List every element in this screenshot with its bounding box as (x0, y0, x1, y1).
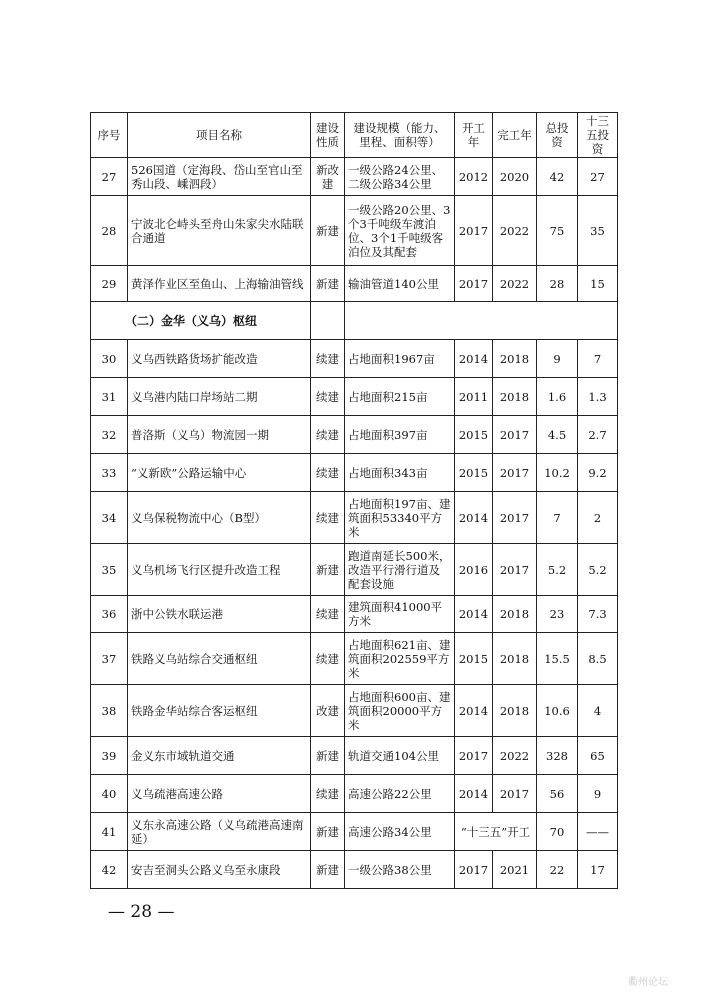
cell-type: 改建 (311, 685, 345, 737)
cell-plan: 9 (578, 775, 618, 813)
cell-scale: 占地面积600亩、建筑面积20000平方米 (345, 685, 455, 737)
table-row (91, 378, 618, 416)
cell-name: 铁路金华站综合客运枢纽 (128, 685, 311, 737)
cell-total: 15.5 (537, 633, 578, 685)
cell-no: 32 (91, 416, 128, 454)
cell-end: 2022 (493, 737, 537, 775)
cell-end: 2017 (493, 544, 537, 596)
cell-scale: 高速公路34公里 (345, 813, 455, 851)
cell-start: 2015 (455, 416, 493, 454)
header-row (91, 113, 618, 158)
table-row (91, 596, 618, 633)
cell-scale: 占地面积343亩 (345, 454, 455, 492)
header-cell: 项目名称 (128, 113, 311, 158)
table-row (91, 416, 618, 454)
cell-no: 27 (91, 158, 128, 196)
table-row (91, 851, 618, 889)
cell-plan: 2.7 (578, 416, 618, 454)
cell-type: 新建 (311, 266, 345, 302)
cell-plan: 1.3 (578, 378, 618, 416)
cell-plan: 65 (578, 737, 618, 775)
cell-total: 10.6 (537, 685, 578, 737)
header-cell: 十三五投资 (578, 113, 618, 158)
cell-scale: 占地面积197亩、建筑面积53340平方米 (345, 492, 455, 544)
header-cell: 序号 (91, 113, 128, 158)
cell-period: “十三五”开工 (455, 813, 537, 851)
cell-scale: 一级公路24公里、二级公路34公里 (345, 158, 455, 196)
cell-start: 2014 (455, 596, 493, 633)
cell-no: 40 (91, 775, 128, 813)
cell-no: 33 (91, 454, 128, 492)
cell-type: 续建 (311, 596, 345, 633)
cell-name: 义乌疏港高速公路 (128, 775, 311, 813)
cell-plan: 7 (578, 340, 618, 378)
cell-plan: 9.2 (578, 454, 618, 492)
header-cell: 完工年 (493, 113, 537, 158)
cell-name: 普洛斯（义乌）物流园一期 (128, 416, 311, 454)
cell-total: 22 (537, 851, 578, 889)
cell-scale: 轨道交通104公里 (345, 737, 455, 775)
table-row (91, 340, 618, 378)
project-table (90, 112, 618, 889)
cell-name: 铁路义乌站综合交通枢纽 (128, 633, 311, 685)
table-row (91, 454, 618, 492)
cell-end: 2018 (493, 685, 537, 737)
cell-total: 28 (537, 266, 578, 302)
cell-start: 2014 (455, 775, 493, 813)
cell-type: 新建 (311, 737, 345, 775)
cell-name: “义新欧”公路运输中心 (128, 454, 311, 492)
cell-type: 续建 (311, 633, 345, 685)
cell-name: 黄泽作业区至鱼山、上海输油管线 (128, 266, 311, 302)
cell-total: 75 (537, 196, 578, 266)
table-row (91, 685, 618, 737)
cell-total: 10.2 (537, 454, 578, 492)
cell-name: 义东永高速公路（义乌疏港高速南延） (128, 813, 311, 851)
cell-end: 2020 (493, 158, 537, 196)
cell-name: 浙中公铁水联运港 (128, 596, 311, 633)
cell-total: 70 (537, 813, 578, 851)
header-cell: 开工年 (455, 113, 493, 158)
section-row (91, 302, 618, 340)
cell-no: 39 (91, 737, 128, 775)
cell-no: 34 (91, 492, 128, 544)
table-row (91, 775, 618, 813)
table-row (91, 158, 618, 196)
cell-name: 安吉至洞头公路义乌至永康段 (128, 851, 311, 889)
cell-end: 2017 (493, 775, 537, 813)
cell-type: 新建 (311, 544, 345, 596)
cell-end: 2017 (493, 454, 537, 492)
cell-name: 金义东市域轨道交通 (128, 737, 311, 775)
cell-total: 5.2 (537, 544, 578, 596)
cell-name: 526国道（定海段、岱山至官山至秀山段、嵊泗段） (128, 158, 311, 196)
cell-total: 7 (537, 492, 578, 544)
cell-total: 1.6 (537, 378, 578, 416)
cell-start: 2012 (455, 158, 493, 196)
cell-name: 宁波北仑峙头至舟山朱家尖水陆联合通道 (128, 196, 311, 266)
cell-type: 新建 (311, 196, 345, 266)
cell-name: 义乌机场飞行区提升改造工程 (128, 544, 311, 596)
table-row (91, 813, 618, 851)
cell-plan: 15 (578, 266, 618, 302)
cell-scale: 占地面积621亩、建筑面积202559平方米 (345, 633, 455, 685)
cell-name: 义乌港内陆口岸场站二期 (128, 378, 311, 416)
cell-plan: 7.3 (578, 596, 618, 633)
cell-type: 续建 (311, 492, 345, 544)
table-row (91, 544, 618, 596)
cell-type: 续建 (311, 378, 345, 416)
cell-no: 36 (91, 596, 128, 633)
cell-plan: 35 (578, 196, 618, 266)
cell-plan: 17 (578, 851, 618, 889)
cell-start: 2017 (455, 737, 493, 775)
cell-name: 义乌保税物流中心（B型） (128, 492, 311, 544)
cell-scale: 输油管道140公里 (345, 266, 455, 302)
cell-scale: 占地面积1967亩 (345, 340, 455, 378)
cell-type: 续建 (311, 416, 345, 454)
section-title: （二）金华（义乌）枢纽 (91, 302, 311, 340)
cell-plan: 4 (578, 685, 618, 737)
table-row (91, 633, 618, 685)
cell-total: 23 (537, 596, 578, 633)
cell-start: 2017 (455, 851, 493, 889)
cell-no: 37 (91, 633, 128, 685)
table-row (91, 196, 618, 266)
cell-type: 续建 (311, 340, 345, 378)
cell-start: 2017 (455, 266, 493, 302)
cell-scale: 高速公路22公里 (345, 775, 455, 813)
cell-no: 42 (91, 851, 128, 889)
cell-start: 2014 (455, 685, 493, 737)
cell-scale: 跑道南延长500米，改造平行滑行道及配套设施 (345, 544, 455, 596)
table-row (91, 492, 618, 544)
cell-name: 义乌西铁路货场扩能改造 (128, 340, 311, 378)
header-cell: 总投资 (537, 113, 578, 158)
cell-end: 2022 (493, 196, 537, 266)
cell-no: 30 (91, 340, 128, 378)
cell-no: 29 (91, 266, 128, 302)
cell-plan: 2 (578, 492, 618, 544)
cell-end: 2021 (493, 851, 537, 889)
cell-plan: 27 (578, 158, 618, 196)
cell-scale: 占地面积215亩 (345, 378, 455, 416)
page-number: — 28 — (108, 902, 175, 922)
cell-scale: 一级公路38公里 (345, 851, 455, 889)
cell-start: 2014 (455, 492, 493, 544)
cell-end: 2018 (493, 596, 537, 633)
cell-start: 2011 (455, 378, 493, 416)
cell-total: 328 (537, 737, 578, 775)
cell-start: 2015 (455, 454, 493, 492)
cell-no: 31 (91, 378, 128, 416)
header-cell: 建设性质 (311, 113, 345, 158)
cell-scale: 占地面积397亩 (345, 416, 455, 454)
table-cell (345, 302, 618, 340)
table-row (91, 737, 618, 775)
table-cell (311, 302, 345, 340)
cell-end: 2018 (493, 340, 537, 378)
cell-type: 新建 (311, 813, 345, 851)
header-cell: 建设规模（能力、里程、面积等） (345, 113, 455, 158)
cell-total: 42 (537, 158, 578, 196)
watermark: 衢州论坛 (628, 977, 668, 988)
cell-total: 4.5 (537, 416, 578, 454)
cell-type: 续建 (311, 454, 345, 492)
cell-total: 56 (537, 775, 578, 813)
cell-start: 2015 (455, 633, 493, 685)
cell-no: 38 (91, 685, 128, 737)
cell-end: 2018 (493, 633, 537, 685)
cell-scale: 建筑面积41000平方米 (345, 596, 455, 633)
cell-end: 2018 (493, 378, 537, 416)
cell-end: 2017 (493, 492, 537, 544)
cell-no: 28 (91, 196, 128, 266)
cell-type: 新建 (311, 851, 345, 889)
cell-end: 2017 (493, 416, 537, 454)
table-row (91, 266, 618, 302)
cell-plan: —— (578, 813, 618, 851)
cell-plan: 8.5 (578, 633, 618, 685)
cell-type: 新改建 (311, 158, 345, 196)
cell-plan: 5.2 (578, 544, 618, 596)
cell-start: 2014 (455, 340, 493, 378)
cell-total: 9 (537, 340, 578, 378)
cell-scale: 一级公路20公里、3个3千吨级车渡泊位、3个1千吨级客泊位及其配套 (345, 196, 455, 266)
cell-start: 2016 (455, 544, 493, 596)
cell-no: 41 (91, 813, 128, 851)
cell-start: 2017 (455, 196, 493, 266)
cell-end: 2022 (493, 266, 537, 302)
cell-no: 35 (91, 544, 128, 596)
cell-type: 续建 (311, 775, 345, 813)
